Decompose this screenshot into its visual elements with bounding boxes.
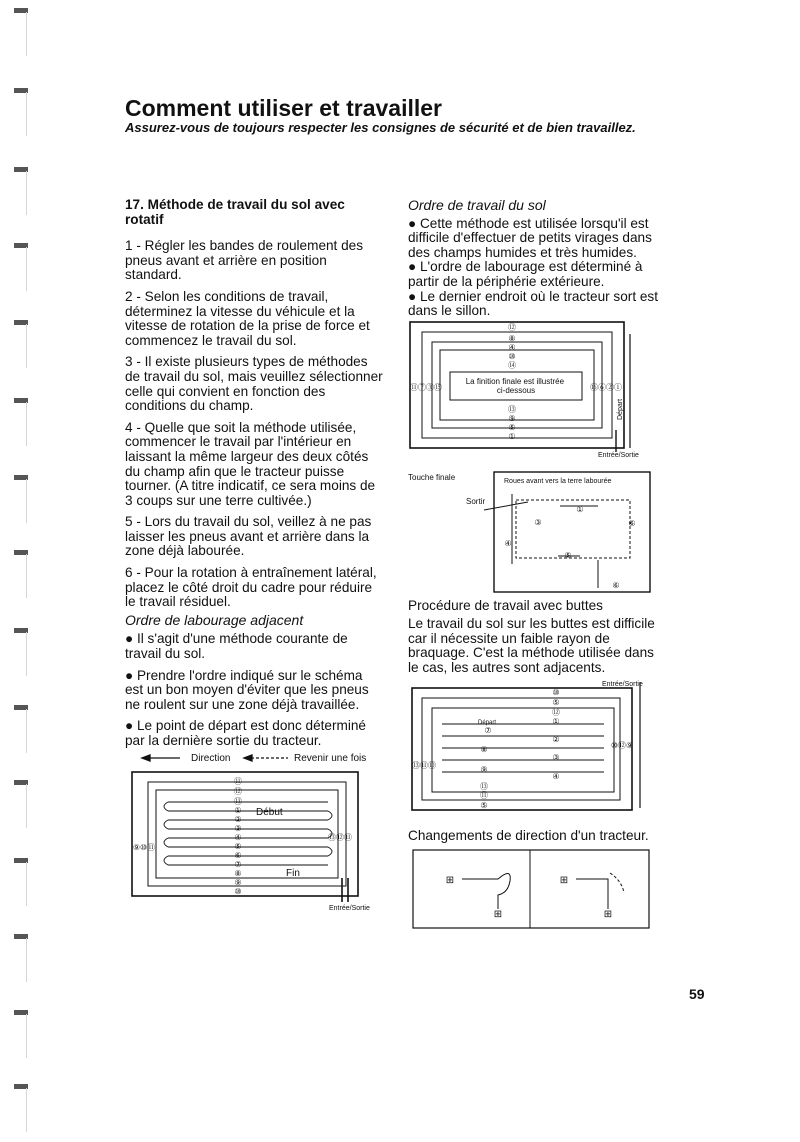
svg-text:⑩: ⑩ <box>552 688 560 697</box>
svg-text:⑦: ⑦ <box>484 726 492 735</box>
binder-mark <box>14 475 28 533</box>
tractor-icon: ⊞ <box>603 909 613 920</box>
svg-text:⑧: ⑧ <box>508 334 516 343</box>
tractor-icon: ⊞ <box>445 875 455 886</box>
svg-text:②: ② <box>234 815 242 824</box>
diagram-ridges <box>408 678 654 814</box>
svg-text:④: ④ <box>234 833 242 842</box>
svg-text:④: ④ <box>504 539 512 548</box>
svg-text:⑤: ⑤ <box>552 698 560 707</box>
svg-text:⑩: ⑩ <box>508 352 516 361</box>
svg-text:⑧: ⑧ <box>234 869 242 878</box>
ridges-title: Procédure de travail avec buttes <box>408 598 603 613</box>
start-label: Départ <box>478 720 497 726</box>
svg-text:⑫: ⑫ <box>552 708 560 717</box>
svg-text:⑫: ⑫ <box>508 323 516 332</box>
svg-text:⑪: ⑪ <box>234 777 242 786</box>
svg-text:②: ② <box>552 735 560 744</box>
legend-once: Revenir une fois <box>294 753 367 764</box>
svg-text:⑨: ⑨ <box>508 414 516 423</box>
start-label: Départ <box>617 398 624 420</box>
order-bullet-1: ● Cette méthode est utilisée lorsqu'il est difficile d'effectuer de petits virages dans des champs humides et très humides. <box>408 215 652 260</box>
binder-mark <box>14 550 28 608</box>
svg-text:⑥: ⑥ <box>234 851 242 860</box>
svg-text:①: ① <box>508 432 516 441</box>
binder-mark <box>14 1084 28 1142</box>
step-6: 6 - Pour la rotation à entraînement latéral, placez le côté droit du cadre pour réduire le travail résiduel. <box>125 565 377 610</box>
step-5: 5 - Lors du travail du sol, veillez à ne pas laisser les pneus avant et arrière dans la zone déjà labourée. <box>125 514 372 559</box>
adjacent-title: Ordre de labourage adjacent <box>125 611 304 628</box>
svg-text:⑪: ⑪ <box>480 791 488 800</box>
binder-mark <box>14 167 28 225</box>
binder-mark <box>14 88 28 146</box>
order-title: Ordre de travail du sol <box>408 197 546 213</box>
svg-text:⑥: ⑥ <box>628 519 636 528</box>
step-1: 1 - Régler les bandes de roulement des pneus avant et arrière en position standard. <box>125 238 364 283</box>
svg-text:④: ④ <box>552 772 560 781</box>
page-title: Comment utiliser et travailler <box>125 95 442 121</box>
finish-note <box>466 377 567 395</box>
adjacent-bullet-2: ● Prendre l'ordre indiqué sur le schéma est un bon moyen d'éviter que les pneus ne roulent sur une zone déjà travaillée. <box>125 667 369 712</box>
svg-text:⑪⑦③⑮: ⑪⑦③⑮ <box>410 383 442 392</box>
svg-text:⑤: ⑤ <box>564 551 572 560</box>
binder-mark <box>14 705 28 763</box>
step-2: 2 - Selon les conditions de travail, déterminez la vitesse du véhicule et la vitesse de rotation de la prise de force et commencez le travail du sol. <box>125 288 370 348</box>
svg-text:⑬: ⑬ <box>234 797 242 806</box>
svg-text:⑬: ⑬ <box>508 405 516 414</box>
binder-mark <box>14 398 28 456</box>
finish-label: Touche finale <box>408 473 456 482</box>
end-label: Fin <box>286 868 300 879</box>
diagram-turns <box>412 849 652 931</box>
binder-mark <box>14 1010 28 1068</box>
start-label: Début <box>256 807 283 818</box>
diagram-adjacent <box>128 748 378 914</box>
binder-mark <box>14 934 28 992</box>
entry-exit-label: Entrée/Sortie <box>598 452 639 459</box>
binder-mark <box>14 320 28 378</box>
binder-mark <box>14 780 28 838</box>
page-subtitle: Assurez-vous de toujours respecter les consignes de sécurité et de bien travaillez. <box>125 120 636 135</box>
svg-text:⑬: ⑬ <box>480 782 488 791</box>
svg-text:③: ③ <box>234 824 242 833</box>
tractor-icon: ⊞ <box>493 909 503 920</box>
adjacent-bullet-1: ● Il s'agit d'une méthode courante de travail du sol. <box>125 631 348 662</box>
ridges-text: Le travail du sol sur les buttes est difficile car il nécessite un faible rayon de braquage. C'est la méthode utilisée dans le cas, les autres sont adjacents. <box>408 616 655 675</box>
svg-text:⑥: ⑥ <box>612 581 620 590</box>
binder-mark <box>14 8 28 66</box>
svg-text:⑯⑥②①: ⑯⑥②① <box>590 383 622 392</box>
svg-text:⑨⑩⑪: ⑨⑩⑪ <box>132 843 156 852</box>
svg-text:⑤: ⑤ <box>508 423 516 432</box>
step-4: 4 - Quelle que soit la méthode utilisée, commencer le travail par l'intérieur en laissant la même largeur des deux côtés du champ afin que le tracteur puisse tourner. (A titre indicatif, ce sera moins de 3 coups sur une terre cultivée.) <box>125 419 376 508</box>
svg-text:⑦: ⑦ <box>234 860 242 869</box>
svg-text:①: ① <box>234 806 242 815</box>
entry-exit-label: Entrée/Sortie <box>602 681 643 688</box>
svg-text:③: ③ <box>534 518 542 527</box>
svg-text:⑤: ⑤ <box>234 842 242 851</box>
svg-text:⑫: ⑫ <box>234 787 242 796</box>
finish-note-line-1: La finition finale est illustrée <box>465 377 565 386</box>
diagram-order <box>408 320 654 460</box>
svg-text:⑨: ⑨ <box>234 878 242 887</box>
legend-direction: Direction <box>191 753 231 764</box>
binder-mark <box>14 243 28 301</box>
finish-note: Roues avant vers la terre labourée <box>504 478 612 485</box>
order-bullet-3: ● Le dernier endroit où le tracteur sort est dans le sillon. <box>408 288 659 319</box>
svg-text:③: ③ <box>552 753 560 762</box>
binder-mark <box>14 858 28 916</box>
turn-title: Changements de direction d'un tracteur. <box>408 828 649 843</box>
right-column <box>408 198 668 326</box>
order-bullet-2: ● L'ordre de labourage est déterminé à partir de la périphérie extérieure. <box>408 259 643 289</box>
svg-text:⑭: ⑭ <box>508 361 516 370</box>
diagram-finish <box>408 470 658 596</box>
entry-exit-label: Entrée/Sortie <box>329 905 370 912</box>
svg-text:⑩⑫⑨: ⑩⑫⑨ <box>610 741 634 750</box>
left-column <box>125 198 383 756</box>
svg-text:⑩: ⑩ <box>234 887 242 896</box>
svg-text:⑬⑪⑩: ⑬⑪⑩ <box>412 761 436 770</box>
svg-text:①: ① <box>552 717 560 726</box>
finish-note-line-2: ci-dessous <box>496 386 536 395</box>
svg-text:①: ① <box>576 505 584 514</box>
svg-text:⑧: ⑧ <box>480 745 488 754</box>
step-3: 3 - Il existe plusieurs types de méthodes de travail du sol, mais veuillez sélectionner celle qui convient en fonction des conditions du champ. <box>125 354 383 414</box>
section-title: 17. Méthode de travail du sol avec rotatif <box>125 197 345 227</box>
exit-label: Sortir <box>466 497 486 506</box>
tractor-icon: ⊞ <box>559 875 569 886</box>
adjacent-bullet-3: ● Le point de départ est donc déterminé par la dernière sortie du tracteur. <box>125 718 366 748</box>
binder-mark <box>14 628 28 686</box>
page-number: 59 <box>689 986 705 1002</box>
svg-text:⑬⑫⑪: ⑬⑫⑪ <box>328 833 352 842</box>
svg-text:⑤: ⑤ <box>480 801 488 810</box>
svg-text:⑨: ⑨ <box>480 765 488 774</box>
svg-text:④: ④ <box>508 343 516 352</box>
